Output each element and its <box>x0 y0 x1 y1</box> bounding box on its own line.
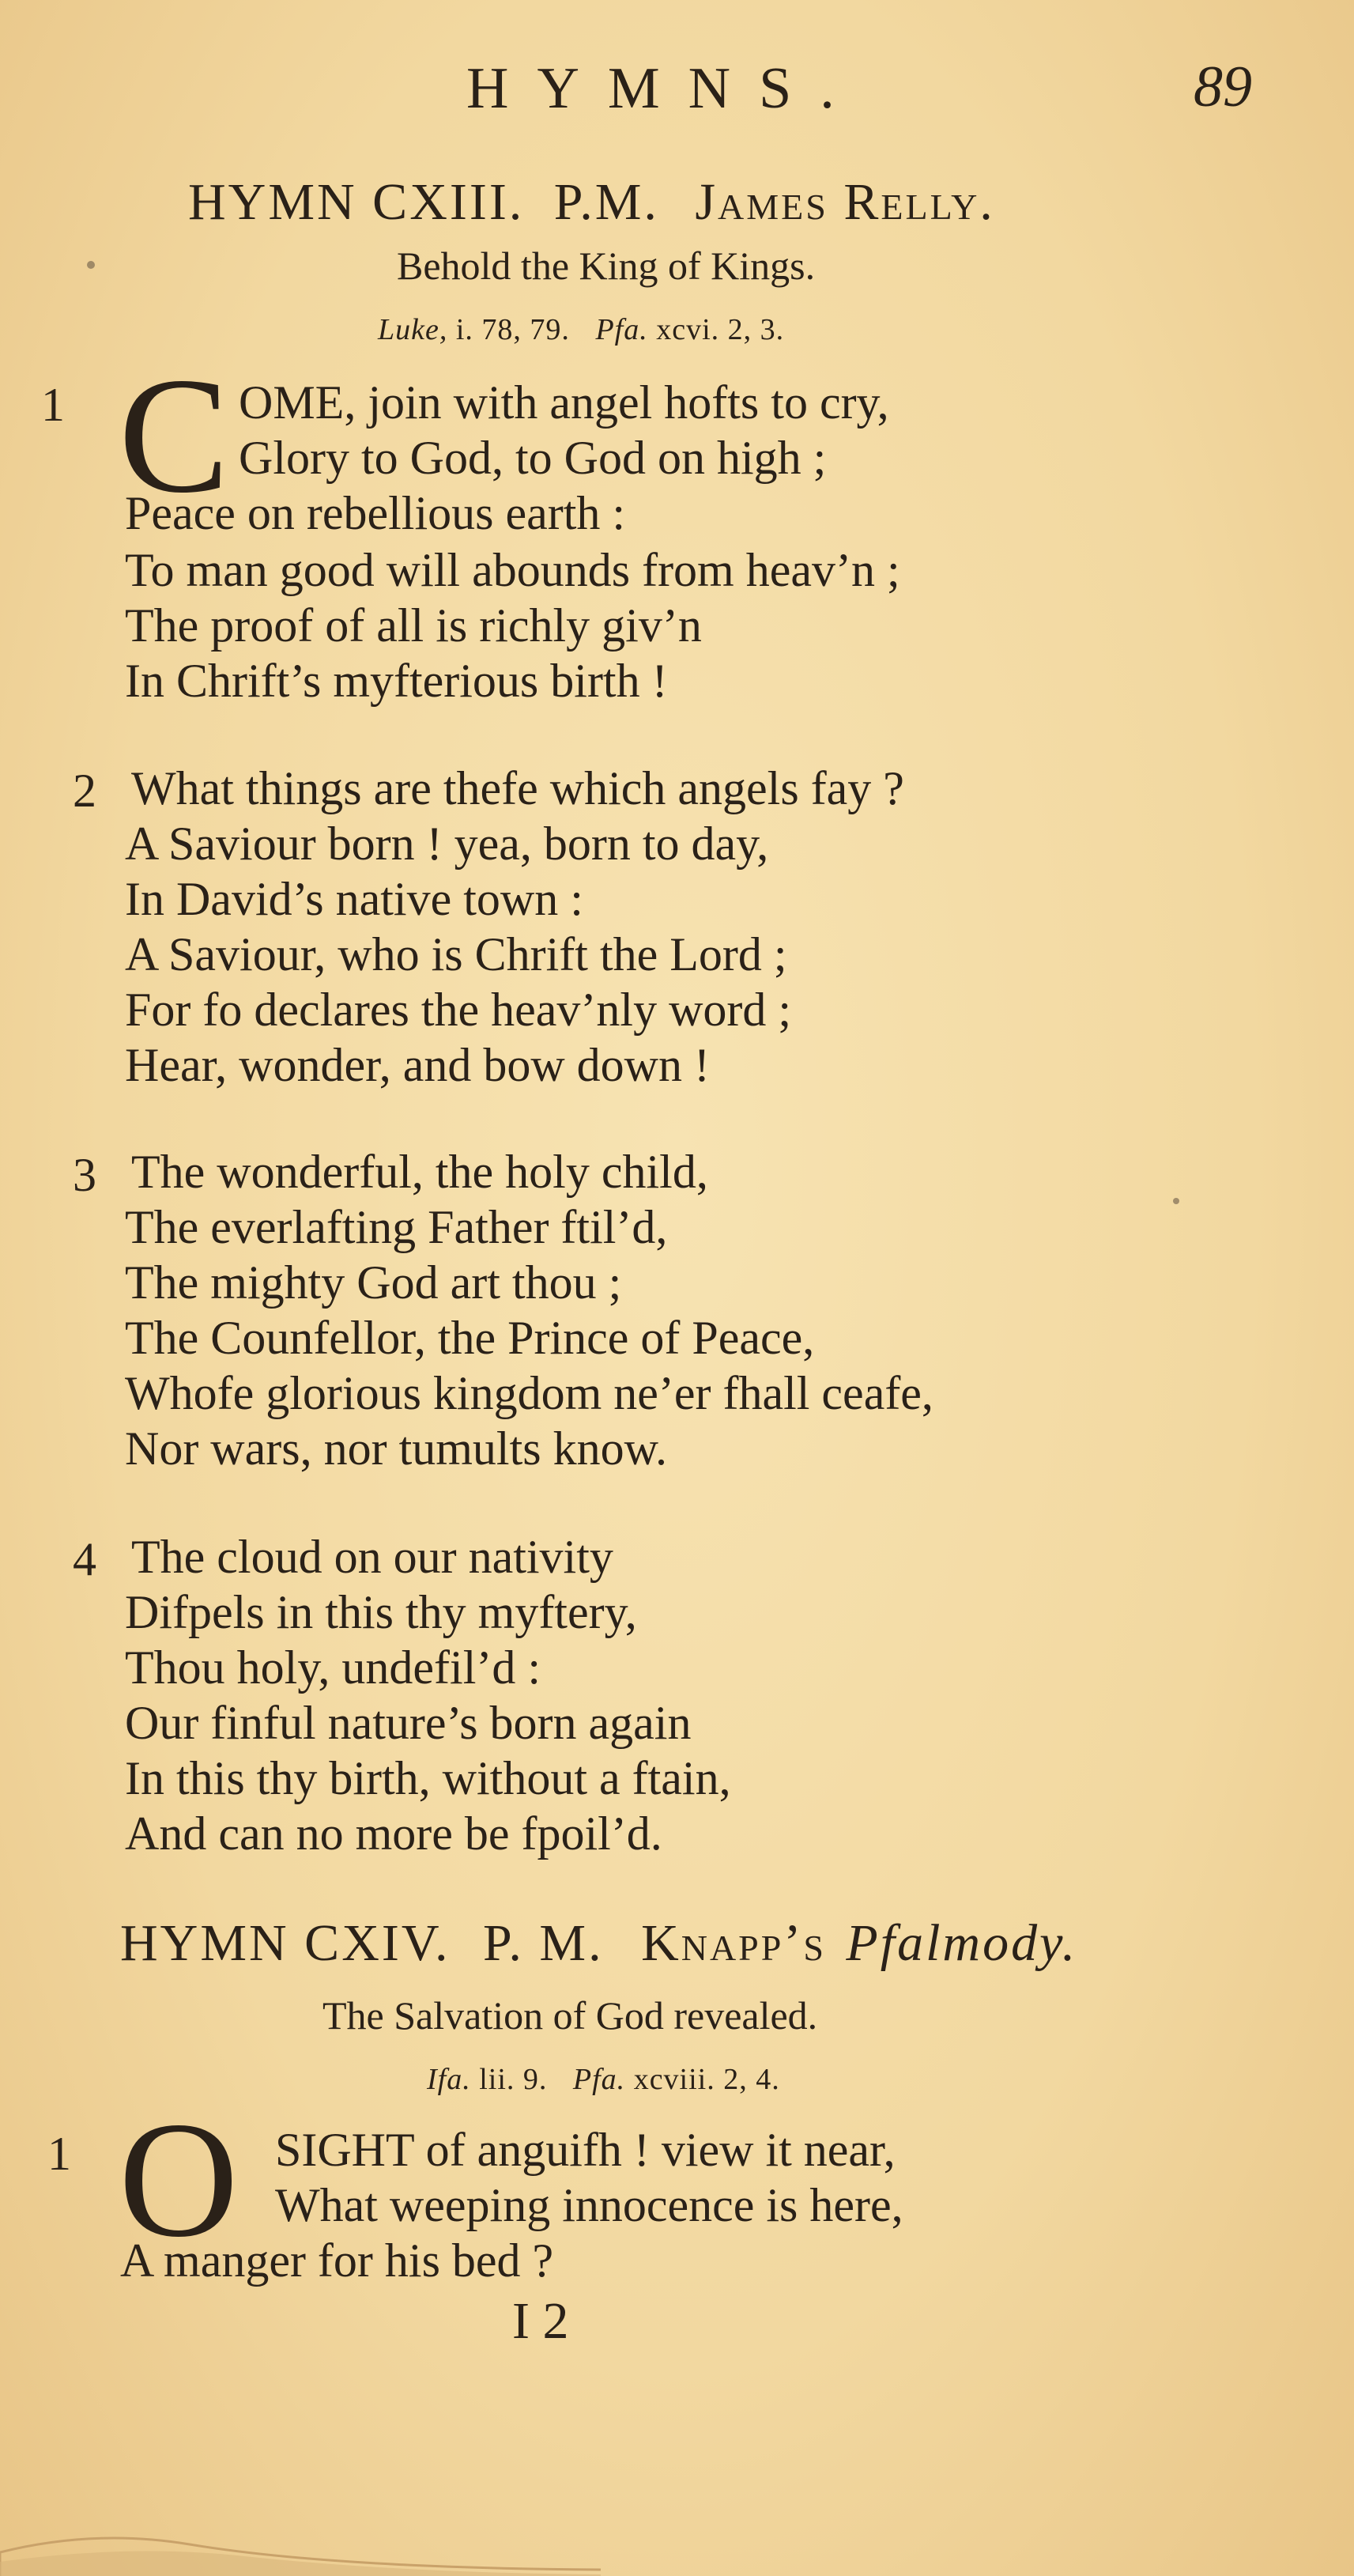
running-head: HYMNS. <box>466 56 863 121</box>
signature-mark: I 2 <box>512 2292 569 2350</box>
verse-line: Nor wars, nor tumults know. <box>125 1422 668 1475</box>
hymn-meter: P.M. <box>553 173 659 231</box>
reference-location: i. 78, 79. <box>455 313 570 346</box>
verse-line: Glory to God, to God on high ; <box>239 432 827 484</box>
verse-line: A manger for his bed ? <box>120 2234 554 2287</box>
verse-line: Our finful nature’s born again <box>125 1697 692 1749</box>
verse-line: Thou holy, undefil’d : <box>125 1641 541 1694</box>
drop-cap: C <box>119 344 230 527</box>
verse-line: The wonderful, the holy child, <box>131 1146 708 1198</box>
verse-line: And can no more be fpoil’d. <box>125 1807 662 1860</box>
ink-speck <box>87 261 95 269</box>
verse-number: 1 <box>47 2128 71 2180</box>
hymn-meter: P. M. <box>483 1914 604 1972</box>
verse-line: The mighty God art thou ; <box>125 1256 622 1309</box>
verse-line: The Counfellor, the Prince of Peace, <box>125 1312 815 1364</box>
verse-number: 2 <box>73 765 96 817</box>
hymn-subtitle: The Salvation of God revealed. <box>322 1993 818 2038</box>
scripture-reference <box>378 312 784 347</box>
hymn-author-work: Pfalmody. <box>846 1914 1078 1972</box>
verse-line: A Saviour born ! yea, born to day, <box>125 818 769 870</box>
verse-line: The cloud on our nativity <box>131 1531 613 1583</box>
hymn-author: James Relly. <box>695 173 995 231</box>
hymn-number: HYMN CXIV. <box>120 1914 451 1972</box>
page-number: 89 <box>1194 55 1252 119</box>
reference-book: Luke, <box>378 313 448 346</box>
verse-line: Hear, wonder, and bow down ! <box>125 1039 710 1091</box>
verse-number: 4 <box>73 1533 96 1585</box>
drop-cap: O <box>119 2088 239 2272</box>
verse-line: What things are thefe which angels fay ? <box>131 762 904 814</box>
reference-location: lii. 9. <box>479 2063 548 2096</box>
hymn-heading <box>120 1913 1077 1974</box>
reference-book: Pfa. <box>595 313 648 346</box>
hymn-author: Knapp’s <box>641 1914 826 1972</box>
verse-line: Whofe glorious kingdom ne’er fhall ceafe, <box>125 1367 933 1419</box>
verse-line: Peace on rebellious earth : <box>125 487 626 539</box>
verse-number: 1 <box>41 379 65 431</box>
verse-number: 3 <box>73 1149 96 1201</box>
reference-location: xcvi. 2, 3. <box>656 313 785 346</box>
ink-speck <box>1173 1198 1179 1204</box>
verse-line: What weeping innocence is here, <box>275 2179 903 2231</box>
hymn-heading <box>188 172 995 232</box>
verse-line: To man good will abounds from heav’n ; <box>125 544 900 596</box>
hymn-subtitle: Behold the King of Kings. <box>397 244 816 288</box>
verse-line: In David’s native town : <box>125 873 583 925</box>
verse-line: In Chrift’s myfterious birth ! <box>125 655 668 707</box>
verse-line: SIGHT of anguifh ! view it near, <box>275 2124 896 2176</box>
verse-line: For fo declares the heav’nly word ; <box>125 984 792 1036</box>
verse-line: Difpels in this thy myftery, <box>125 1586 637 1638</box>
verse-line: The everlafting Father ftil’d, <box>125 1201 668 1253</box>
hymn-number: HYMN CXIII. <box>188 173 525 231</box>
reference-book: Ifa. <box>427 2063 471 2096</box>
reference-location: xcviii. 2, 4. <box>633 2063 780 2096</box>
verse-line: A Saviour, who is Chrift the Lord ; <box>125 928 787 980</box>
verse-line: In this thy birth, without a ftain, <box>125 1752 731 1804</box>
page-edge-shadow <box>0 2497 601 2576</box>
verse-line: OME, join with angel hofts to cry, <box>239 376 889 429</box>
scripture-reference <box>427 2062 780 2097</box>
reference-book: Pfa. <box>572 2063 626 2096</box>
verse-line: The proof of all is richly giv’n <box>125 599 702 652</box>
